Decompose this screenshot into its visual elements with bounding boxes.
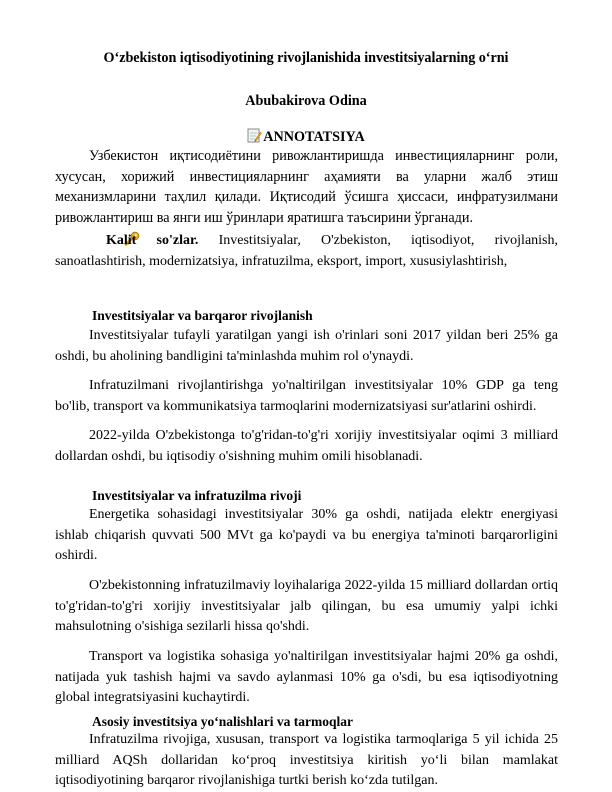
section-paragraph: Infratuzilmani rivojlantirishga yo'naltirilgan investitsiyalar 10% GDP ga teng bo'lib, transport va kommunikatsiya tarmoqlarini modernizatsiyasi sur'atlarini oshirdi. [55,378,558,414]
section-paragraph: Infratuzilma rivojiga, xususan, transport va logistika tarmoqlariga 5 yil ichida 25 milliard AQSh dollaridan ko‘proq investitsiya kiritish yo‘li bilan mamlakat iqtisodiyotining barqaror rivojlanishiga turtki berish ko‘zda tutilgan. [55,732,558,788]
memo-icon [247,128,262,143]
section-paragraph: Transport va logistika sohasiga yo'naltirilgan investitsiyalar hajmi 20% ga oshdi, natijada yuk tashish hajmi va savdo aylanmasi 10% ga o'sdi, bu esa iqtisodiyotning global integratsiyasini kuchaytirdi. [55,649,558,705]
section-heading: Investitsiyalar va infratuzilma rivoji [92,488,302,503]
annotation-text: Узбекистон иқтисодиётини ривожлантиришда инвестицияларнинг роли, хусусан, хорижий инвестицияларнинг аҳамияти ва уларни жалб этиш механизмларини таҳлил қилади. Иқтисодий ўсишга ҳиссаси, инфратузилмани ривожлантириш ва янги иш ўринлари яратишга таъсирини ўрганади. [55,148,558,226]
annotation-heading-label: ANNOTATSIYA [263,129,365,145]
section-paragraph: Energetika sohasidagi investitsiyalar 30% ga oshdi, natijada elektr energiyasi ishlab chiqarish quvvati 500 MVt ga ko'paydi va bu energiya ta'minoti barqarorligini oshirdi. [55,507,558,563]
keywords-paragraph [55,231,558,272]
annotation-heading [0,128,612,146]
document-title: O‘zbekiston iqtisodiyotining rivojlanishida investitsiyalarning o‘rni [103,50,509,66]
key-icon [89,231,106,246]
section-heading: Asosiy investitsiya yo‘nalishlari va tarmoqlar [92,714,354,729]
section-heading: Investitsiyalar va barqaror rivojlanish [92,308,313,323]
section-paragraph: 2022-yilda O'zbekistonga to'g'ridan-to'g'ri xorijiy investitsiyalar oqimi 3 milliard dollardan oshdi, bu iqtisodiy o'sishning muhim omili hisoblanadi. [55,428,558,464]
keywords-label: Kalit so'zlar. [106,233,199,248]
keywords-list: Investitsiyalar, O'zbekiston, iqtisodiyot, rivojlanish, sanoatlashtirish, modernizatsiya, infratuzilma, eksport, import, xususiylashtirish, [55,233,558,269]
section-paragraph: Investitsiyalar tufayli yaratilgan yangi ish o'rinlari soni 2017 yildan beri 25% ga oshdi, bu aholining bandligini ta'minlashda muhim rol o'ynaydi. [55,328,558,364]
author-name: Abubakirova Odina [245,93,367,109]
section-paragraph: O'zbekistonning infratuzilmaviy loyihalariga 2022-yilda 15 milliard dollardan ortiq to'g'ridan-to'g'ri xorijiy investitsiyalar jalb qilingan, bu esa umumiy yalpi ichki mahsulotning o'sishiga sezilarli hissa qo'shdi. [55,578,558,634]
